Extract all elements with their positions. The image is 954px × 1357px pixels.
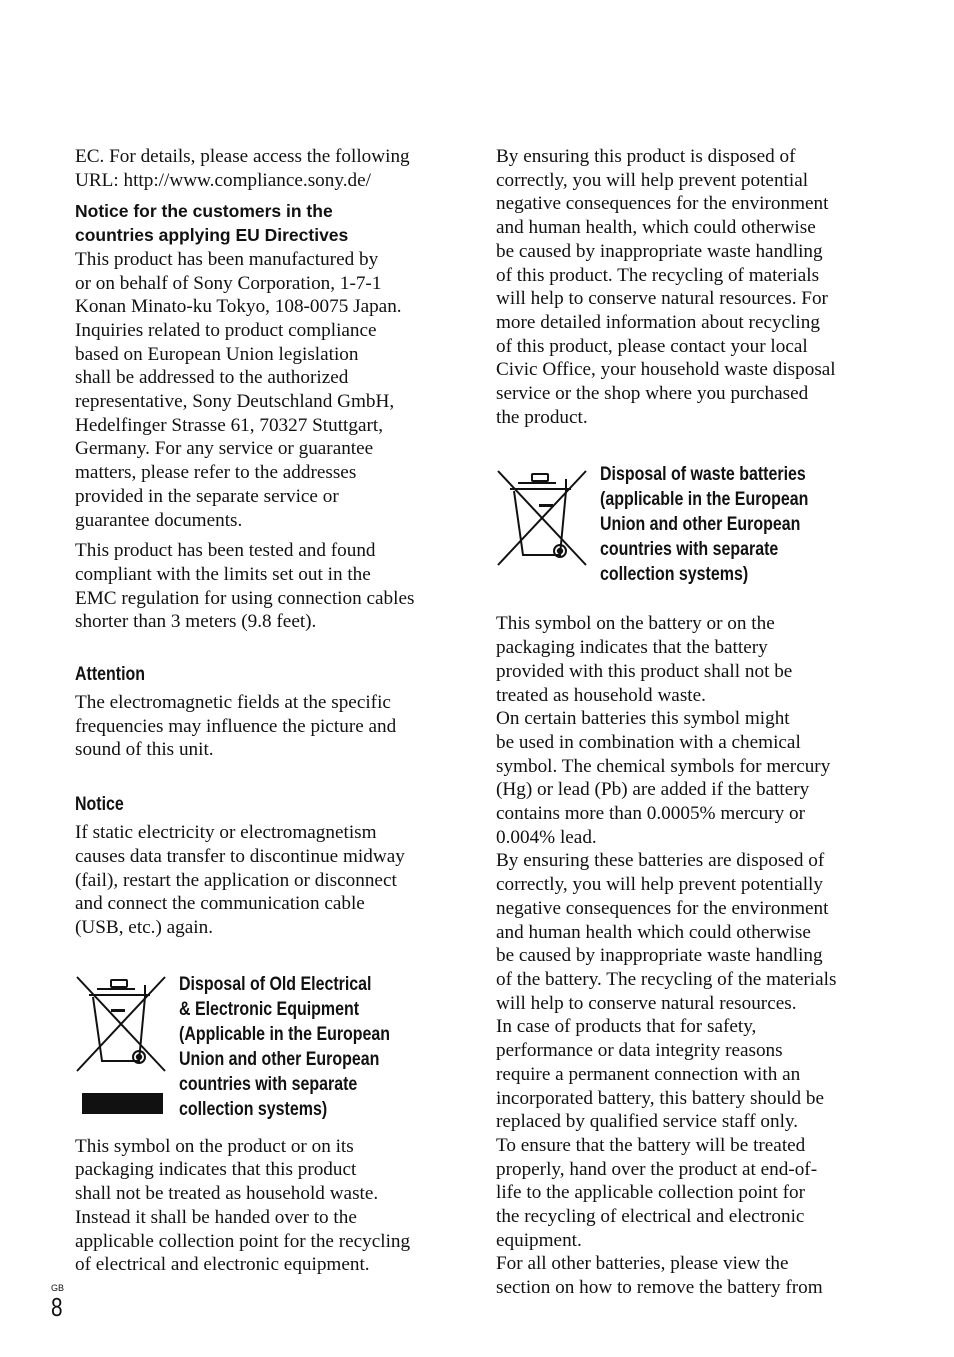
attention-body: The electromagnetic fields at the specific frequencies may influence the picture and sound of this unit. — [75, 692, 397, 761]
page-number: 8 — [51, 1292, 63, 1322]
battery-body: This symbol on the battery or on the packaging indicates that the battery provided with this product shall not be treated as household waste. On certain batteries this symbol might be used in combination with a chemical symbol. The chemical symbols for mercury (Hg) or lead (Pb) are added if the battery contains more than 0.0005% mercury or 0.004% lead. By ensuring these batteries are disposed of correctly, you will help prevent potentially negative consequences for the environment and human health which could otherwise be caused by inappropriate waste handling of the battery. The recycling of the materials will help to conserve natural resources. In case of products that for safety, performance or data integrity reasons require a permanent connection with an incorporated battery, this battery should be replaced by qualified service staff only. To ensure that the battery will be treated properly, hand over the product at end-of- life to the applicable collection point for the recycling of electrical and electronic equipment. For all other batteries, please view the section on how to remove the battery from — [496, 613, 837, 1299]
right-column — [496, 145, 868, 1300]
left-column — [75, 145, 450, 1277]
ec-url-paragraph: EC. For details, please access the following URL: http://www.compliance.sony.de/ — [75, 146, 410, 191]
crossed-out-wheelie-bin-icon — [496, 467, 588, 576]
attention-heading: Attention — [75, 664, 146, 686]
weee-section — [75, 975, 450, 1135]
notice-eu-body: This product has been manufactured by or on behalf of Sony Corporation, 1-7-1 Konan Minato-ku Tokyo, 108-0075 Japan. Inquiries related to product compliance based on European Union legislation shall be addressed to the authorized representative, Sony Deutschland GmbH, Hedelfinger Strasse 61, 70327 Stuttgart, Germany. For any service or guarantee matters, please refer to the addresses provided in the separate service or guarantee documents. — [75, 248, 402, 531]
region-code: GB — [51, 1283, 65, 1293]
notice-body: If static electricity or electromagnetism causes data transfer to discontinue midway (fail), restart the application or disconnect and connect the communication cable (USB, etc.) again. — [75, 822, 405, 938]
weee-body: This symbol on the product or on its packaging indicates that this product shall not be treated as household waste. Instead it shall be handed over to the applicable collection point for the recycling of electrical and electronic equipment. — [75, 1135, 411, 1276]
battery-section — [496, 464, 868, 612]
notice-eu-heading: Notice for the customers in the countries applying EU Directives — [75, 201, 349, 246]
crossed-out-wheelie-bin-icon — [75, 975, 167, 1124]
weee-heading: Disposal of Old Electrical & Electronic Equipment (Applicable in the European Union and other European countries with separate collection systems) — [179, 973, 391, 1120]
weee-continued-body: By ensuring this product is disposed of correctly, you will help prevent potential negative consequences for the environment and human health, which could otherwise be caused by inappropriate waste handling of this product. The recycling of materials will help to conserve natural resources. For more detailed information about recycling of this product, please contact your local Civic Office, your household waste disposal service or the shop where you purchased the product. — [496, 146, 836, 428]
battery-heading: Disposal of waste batteries (applicable in the European Union and other European countries with separate collection systems) — [600, 464, 809, 586]
page-folio — [51, 1283, 65, 1321]
emc-paragraph: This product has been tested and found compliant with the limits set out in the EMC regulation for using connection cables shorter than 3 meters (9.8 feet). — [75, 540, 415, 633]
notice-heading: Notice — [75, 794, 124, 816]
